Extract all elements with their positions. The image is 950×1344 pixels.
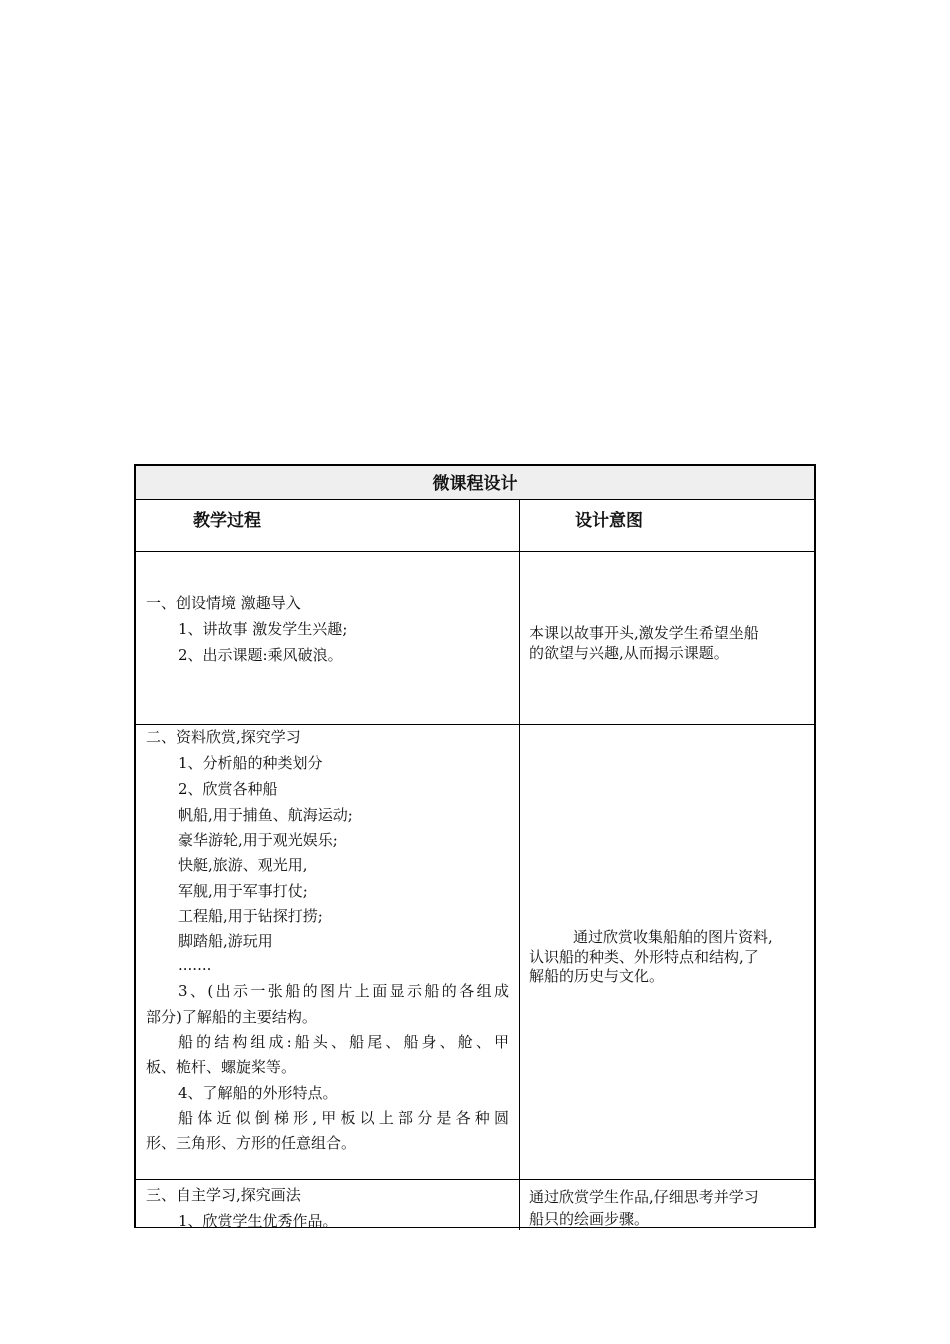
section-1-intent: 本课以故事开头,激发学生希望坐船 bbox=[529, 624, 759, 642]
section-2-item: 工程船,用于钻探打捞; bbox=[178, 907, 323, 925]
section-3-intent: 船只的绘画步骤。 bbox=[529, 1210, 650, 1228]
header-process: 教学过程 bbox=[193, 511, 261, 531]
section-3-intent: 通过欣赏学生作品,仔细思考并学习 bbox=[529, 1188, 759, 1206]
section-2-step: 1、分析船的种类划分 bbox=[178, 754, 323, 772]
column-divider bbox=[519, 500, 520, 1230]
section-1-heading: 一、创设情境 激趣导入 bbox=[146, 594, 301, 612]
row-divider-1 bbox=[136, 724, 814, 725]
section-2-item: 军舰,用于军事打仗; bbox=[178, 882, 308, 900]
section-2-text: 船体近似倒梯形,甲板以上部分是各种圆 bbox=[178, 1109, 509, 1127]
section-3-step: 1、欣赏学生优秀作品。 bbox=[178, 1212, 338, 1230]
section-2-item: 帆船,用于捕鱼、航海运动; bbox=[178, 806, 353, 824]
section-3-heading: 三、自主学习,探究画法 bbox=[146, 1186, 301, 1204]
table-title: 微课程设计 bbox=[136, 466, 814, 500]
section-2-text: 船的结构组成:船头、船尾、船身、舱、甲 bbox=[178, 1033, 509, 1051]
section-2-step: 4、了解船的外形特点。 bbox=[178, 1084, 338, 1102]
header-intent: 设计意图 bbox=[575, 511, 643, 531]
section-1-step: 1、讲故事 激发学生兴趣; bbox=[178, 620, 348, 638]
section-1-intent: 的欲望与兴趣,从而揭示课题。 bbox=[529, 644, 729, 662]
section-1-step: 2、出示课题:乘风破浪。 bbox=[178, 646, 343, 664]
section-2-step: 2、欣赏各种船 bbox=[178, 780, 278, 798]
section-2-intent: 认识船的种类、外形特点和结构,了 bbox=[529, 948, 759, 966]
lesson-design-table bbox=[134, 464, 816, 1228]
section-2-item: 豪华游轮,用于观光娱乐; bbox=[178, 831, 338, 849]
section-2-ellipsis: ....... bbox=[178, 956, 212, 974]
section-2-heading: 二、资料欣赏,探究学习 bbox=[146, 728, 301, 746]
section-2-item: 快艇,旅游、观光用, bbox=[178, 856, 308, 874]
section-2-text: 板、桅杆、螺旋桨等。 bbox=[146, 1058, 297, 1076]
row-divider-2 bbox=[136, 1179, 814, 1180]
section-2-step: 3、(出示一张船的图片上面显示船的各组成 bbox=[178, 982, 509, 1000]
section-2-text: 形、三角形、方形的任意组合。 bbox=[146, 1134, 357, 1152]
section-2-intent: 通过欣赏收集船舶的图片资料, bbox=[573, 928, 773, 946]
section-2-text: 部分)了解船的主要结构。 bbox=[146, 1008, 317, 1026]
header-row-divider bbox=[136, 551, 814, 552]
section-2-item: 脚踏船,游玩用 bbox=[178, 932, 273, 950]
section-2-intent: 解船的历史与文化。 bbox=[529, 967, 665, 985]
